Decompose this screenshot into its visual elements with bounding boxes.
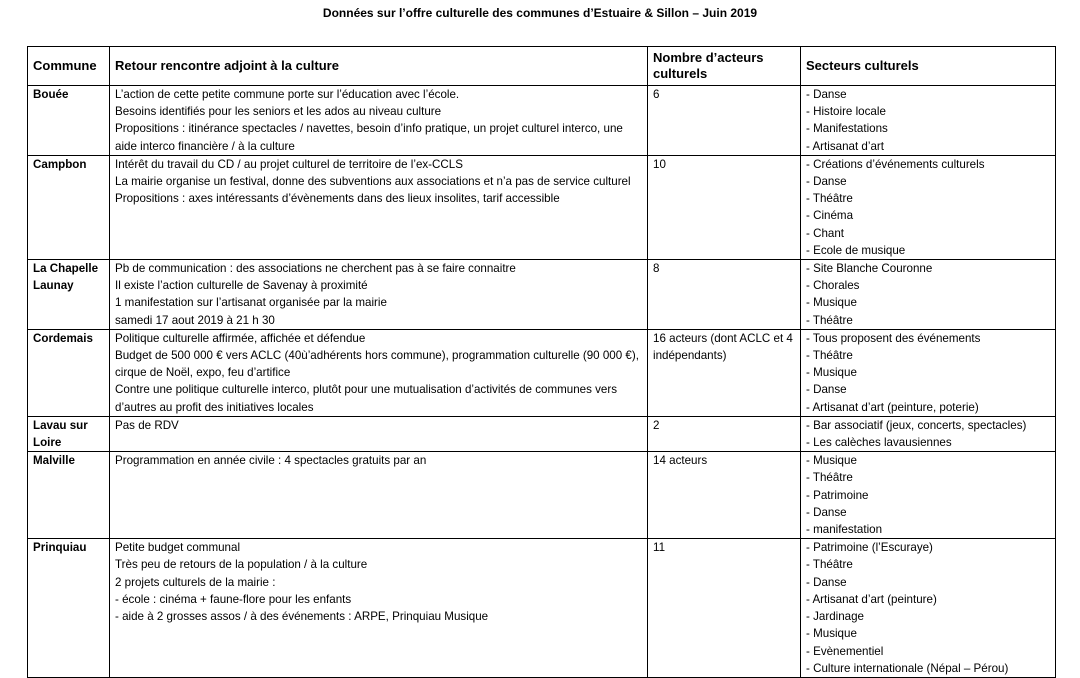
retour-line: Très peu de retours de la population / à la culture [115, 558, 368, 572]
sector-item: - Musique [806, 366, 857, 380]
retour-line: Contre une politique culturelle interco, plutôt pour une mutualisation d’activités de communes vers d’autres au profit des initiatives locales [115, 383, 618, 414]
table-body [28, 86, 1056, 678]
retour-line: Propositions : axes intéressants d’évènements dans des lieux insolites, tarif accessible [115, 192, 560, 206]
commune-name: Bouée [28, 86, 110, 156]
sectors-cell [801, 539, 1056, 678]
sector-item: - Chorales [806, 279, 860, 293]
header-commune: Commune [28, 47, 110, 86]
actor-count: 2 [648, 416, 801, 451]
sector-item: - Artisanat d’art [806, 139, 884, 153]
sector-item: - Danse [806, 383, 847, 397]
sectors-cell [801, 416, 1056, 451]
retour-line: Programmation en année civile : 4 spectacles gratuits par an [115, 454, 427, 468]
retour-line: Besoins identifiés pour les seniors et les ados au niveau culture [115, 105, 442, 119]
header-nombre: Nombre d’acteurs culturels [648, 47, 801, 86]
header-retour: Retour rencontre adjoint à la culture [110, 47, 648, 86]
sector-item: - Théâtre [806, 349, 853, 363]
sector-item: - Théâtre [806, 558, 853, 572]
sector-item: - Cinéma [806, 209, 854, 223]
sector-item: - manifestation [806, 523, 883, 537]
sector-item: - Musique [806, 454, 857, 468]
table-row [28, 452, 1056, 539]
retour-cell [110, 329, 648, 416]
sector-item: - Ecole de musique [806, 243, 906, 257]
sector-item: - Jardinage [806, 610, 865, 624]
actor-count: 14 acteurs [648, 452, 801, 539]
sectors-cell [801, 260, 1056, 330]
retour-line: - école : cinéma + faune-flore pour les enfants [115, 592, 352, 606]
sector-item: - Musique [806, 296, 857, 310]
retour-line: - aide à 2 grosses assos / à des événements : ARPE, Prinquiau Musique [115, 610, 489, 624]
sector-item: - Artisanat d’art (peinture) [806, 592, 937, 606]
retour-line: Propositions : itinérance spectacles / navettes, besoin d’info pratique, un projet culturel interco, une aide interco financière / à la culture [115, 122, 623, 153]
sector-item: - Théâtre [806, 471, 853, 485]
retour-line: La mairie organise un festival, donne des subventions aux associations et n’a pas de service culturel [115, 175, 631, 189]
sectors-cell [801, 86, 1056, 156]
culture-offer-table [27, 46, 1056, 678]
table-row [28, 260, 1056, 330]
sector-item: - Patrimoine (l’Escuraye) [806, 541, 933, 555]
header-secteurs: Secteurs culturels [801, 47, 1056, 86]
sector-item: - Danse [806, 575, 847, 589]
table-row [28, 416, 1056, 451]
retour-line: Budget de 500 000 € vers ACLC (40ù’adhérents hors commune), programmation culturelle (90 000 €), cirque de Noël, expo, feu d’artifice [115, 349, 639, 380]
retour-cell [110, 155, 648, 259]
commune-name: Campbon [28, 155, 110, 259]
sectors-cell [801, 452, 1056, 539]
retour-cell [110, 539, 648, 678]
retour-line: L’action de cette petite commune porte sur l’éducation avec l’école. [115, 88, 460, 101]
table-row [28, 155, 1056, 259]
retour-line: Il existe l’action culturelle de Savenay à proximité [115, 279, 368, 293]
sector-item: - Tous proposent des événements [806, 331, 981, 345]
retour-line: Pas de RDV [115, 418, 179, 432]
sector-item: - Bar associatif (jeux, concerts, spectacles) [806, 418, 1027, 432]
commune-name: Prinquiau [28, 539, 110, 678]
page-title: Données sur l’offre culturelle des communes d’Estuaire & Sillon – Juin 2019 [322, 6, 758, 20]
sector-item: - Evènementiel [806, 644, 884, 658]
sector-item: - Créations d’événements culturels [806, 157, 985, 171]
retour-line: Petite budget communal [115, 541, 241, 555]
sector-item: - Artisanat d’art (peinture, poterie) [806, 400, 979, 414]
actor-count: 16 acteurs (dont ACLC et 4 indépendants) [648, 329, 801, 416]
retour-line: samedi 17 aout 2019 à 21 h 30 [115, 313, 275, 327]
retour-cell [110, 260, 648, 330]
sector-item: - Manifestations [806, 122, 888, 136]
retour-cell [110, 416, 648, 451]
sector-item: - Chant [806, 226, 845, 240]
commune-name: Cordemais [28, 329, 110, 416]
retour-line: Pb de communication : des associations ne cherchent pas à se faire connaitre [115, 262, 516, 276]
retour-line: Politique culturelle affirmée, affichée et défendue [115, 331, 366, 345]
commune-name: Lavau sur Loire [28, 416, 110, 451]
actor-count: 8 [648, 260, 801, 330]
sector-item: - Théâtre [806, 192, 853, 206]
sector-item: - Danse [806, 505, 847, 519]
retour-line: 1 manifestation sur l’artisanat organisée par la mairie [115, 296, 387, 310]
actor-count: 10 [648, 155, 801, 259]
sector-item: - Les calèches lavausiennes [806, 436, 952, 450]
sector-item: - Danse [806, 88, 847, 101]
table-row [28, 539, 1056, 678]
sector-item: - Histoire locale [806, 105, 886, 119]
sector-item: - Patrimoine [806, 488, 869, 502]
commune-name: La Chapelle Launay [28, 260, 110, 330]
retour-cell [110, 86, 648, 156]
sector-item: - Musique [806, 627, 857, 641]
actor-count: 11 [648, 539, 801, 678]
commune-name: Malville [28, 452, 110, 539]
sector-item: - Danse [806, 175, 847, 189]
retour-cell [110, 452, 648, 539]
sector-item: - Site Blanche Couronne [806, 262, 933, 276]
sector-item: - Culture internationale (Népal – Pérou) [806, 661, 1009, 675]
retour-line: 2 projets culturels de la mairie : [115, 575, 276, 589]
sector-item: - Théâtre [806, 313, 853, 327]
actor-count: 6 [648, 86, 801, 156]
table-header-row [28, 47, 1056, 86]
table-row [28, 86, 1056, 156]
table-row [28, 329, 1056, 416]
sectors-cell [801, 155, 1056, 259]
retour-line: Intérêt du travail du CD / au projet culturel de territoire de l’ex-CCLS [115, 157, 463, 171]
sectors-cell [801, 329, 1056, 416]
